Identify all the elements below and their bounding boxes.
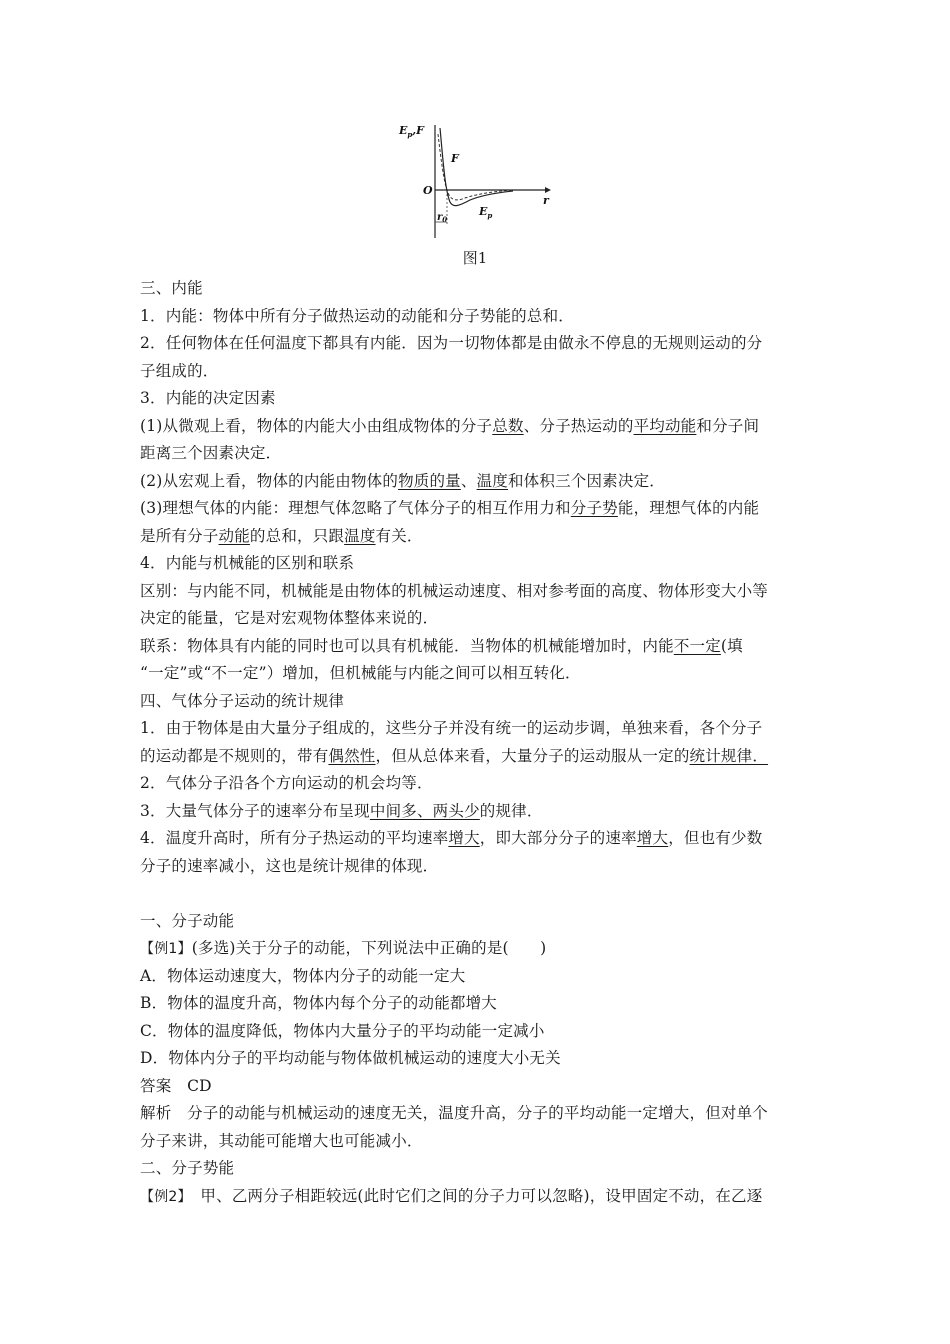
paragraph: 分子的速率减小，这也是统计规律的体现． [140,857,439,875]
option-c: C．物体的温度降低，物体内大量分子的平均动能一定减小 [140,1022,545,1040]
example-question: 【例1】(多选)关于分子的动能，下列说法中正确的是( ) [140,939,547,957]
f-curve-label: F [451,152,459,165]
r0-label: $r_0$ [437,212,448,224]
paragraph: 决定的能量，它是对宏观物体整体来说的． [140,609,439,627]
paragraph: “一定”或“不一定”）增加，但机械能与内能之间可以相互转化． [140,664,581,682]
potential-energy-curve [440,128,513,206]
paragraph: 的运动都是不规则的，带有偶然性，但从总体来看，大量分子的运动服从一定的统计规律． [140,747,769,765]
paragraph: (1)从微观上看，物体的内能大小由组成物体的分子总数、分子热运动的平均动能和分子间 [140,417,760,435]
paragraph: 子组成的． [140,362,219,380]
y-axis-label: $E_p,F$ [399,124,424,139]
fill-blank-answer: 中间多、两头少 [369,802,480,820]
answer: 答案 CD [140,1077,212,1095]
paragraph: 2．气体分子沿各个方向运动的机会均等． [140,774,433,792]
paragraph: 3．内能的决定因素 [140,389,276,407]
paragraph: 是所有分子动能的总和，只跟温度有关． [140,527,423,545]
fill-blank-answer: 增大 [636,829,669,847]
paragraph: 4．内能与机械能的区别和联系 [140,554,355,572]
fill-blank-answer: 温度 [476,472,508,490]
section-title: 二、分子势能 [140,1159,235,1177]
example-tag: 【例1】 [140,941,192,957]
fill-blank-answer: 温度 [344,527,376,545]
paragraph: 3．大量气体分子的速率分布呈现中间多、两头少的规律． [140,802,543,820]
option-d: D．物体内分子的平均动能与物体做机械运动的速度大小无关 [140,1049,561,1067]
fill-blank-answer: 平均动能 [633,417,697,435]
origin-label: O [423,184,433,197]
paragraph: 2．任何物体在任何温度下都具有内能．因为一切物体都是由做永不停息的无规则运动的分 [140,334,763,352]
fill-blank-answer: 不一定 [673,637,721,655]
fill-blank-answer: 统计规律． [689,747,769,765]
paragraph: 距离三个因素决定． [140,444,282,462]
option-b: B．物体的温度升高，物体内每个分子的动能都增大 [140,994,497,1012]
paragraph: (2)从宏观上看，物体的内能由物体的物质的量、温度和体积三个因素决定． [140,472,665,490]
fill-blank-answer: 动能 [218,527,250,545]
section-title: 四、气体分子运动的统计规律 [140,692,345,710]
paragraph: 联系：物体具有内能的同时也可以具有机械能．当物体的机械能增加时，内能不一定(填 [140,637,743,655]
fill-blank-answer: 分子势 [570,499,618,517]
example-tag: 【例2】 [140,1189,185,1205]
fill-blank-answer: 增大 [448,829,480,847]
x-axis-label: r [543,194,549,207]
section-title: 三、内能 [140,279,203,297]
fill-blank-answer: 总数 [492,417,524,435]
example-question: 【例2】 甲、乙两分子相距较远(此时它们之间的分子力可以忽略)，设甲固定不动，在乙逐 [140,1187,763,1205]
option-a: A．物体运动速度大，物体内分子的动能一定大 [140,967,466,985]
paragraph: 1．由于物体是由大量分子组成的，这些分子并没有统一的运动步调，单独来看，各个分子 [140,719,763,737]
paragraph: 4．温度升高时，所有分子热运动的平均速率增大，即大部分分子的速率增大，但也有少数 [140,829,763,847]
potential-force-graph [395,120,555,245]
fill-blank-answer: 偶然性 [328,747,376,765]
analysis: 分子来讲，其动能可能增大也可能减小． [140,1132,423,1150]
paragraph: (3)理想气体的内能：理想气体忽略了气体分子的相互作用力和分子势能，理想气体的内能 [140,499,760,517]
paragraph: 1．内能：物体中所有分子做热运动的动能和分子势能的总和． [140,307,574,325]
paragraph: 区别：与内能不同，机械能是由物体的机械运动速度、相对参考面的高度、物体形变大小等 [140,582,769,600]
figure-caption: 图1 [462,249,488,267]
analysis: 解析 分子的动能与机械运动的速度无关，温度升高，分子的平均动能一定增大，但对单个 [140,1104,769,1122]
fill-blank-answer: 物质的量 [398,472,461,490]
ep-curve-label: $E_p$ [479,205,493,220]
section-title: 一、分子动能 [140,912,235,930]
x-axis-arrow [545,187,551,193]
